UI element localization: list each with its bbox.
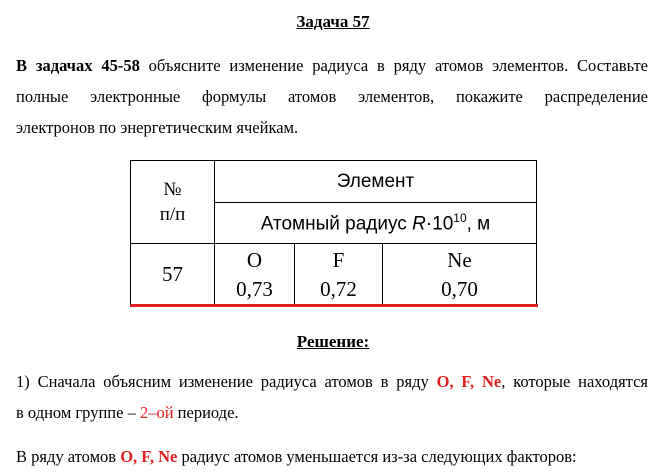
header-radius-exponent: 10 <box>453 210 467 225</box>
header-radius-multiplier: ·10 <box>425 213 454 235</box>
header-atomic-radius <box>215 203 537 244</box>
element-radius: 0,72 <box>320 276 357 301</box>
task-statement-text-1: объясните изменение радиуса в ряду атомов элементов. Составьте <box>139 56 649 75</box>
step-2-text-pre: В ряду атомов <box>16 447 121 466</box>
task-statement-line-2: полные электронные формулы атомов элементов, покажите распределение <box>16 87 648 106</box>
step-1-elements: O, F, Ne <box>436 372 502 391</box>
step-1-line-1 <box>16 366 648 397</box>
header-radius-variable: R <box>412 213 426 235</box>
step-1-line-2-pre: в одном группе – <box>16 403 140 422</box>
step-1-text-pre: 1) Сначала объясним изменение радиуса атомов в ряду <box>16 372 437 391</box>
red-underline-divider <box>130 304 538 307</box>
header-number-symbol: № <box>163 179 182 200</box>
element-cell-f <box>295 244 383 306</box>
element-symbol: O <box>246 247 263 272</box>
element-cell-o <box>215 244 295 306</box>
step-2-text-post: радиус атомов уменьшается из-за следующих факторов: <box>177 447 577 466</box>
header-number <box>131 161 215 244</box>
step-1-period: 2–ой <box>139 403 174 422</box>
element-symbol: F <box>332 247 345 272</box>
header-radius-label: Атомный радиус <box>260 213 413 235</box>
task-title: Задача 57 <box>296 12 370 31</box>
task-statement-line-1 <box>16 50 648 81</box>
task-statement <box>16 50 648 143</box>
step-1-text-mid: , которые находятся <box>501 372 649 391</box>
element-cell-ne <box>383 244 537 306</box>
solution-step-2 <box>16 441 648 472</box>
header-radius-unit: , м <box>466 213 491 235</box>
element-radius: 0,73 <box>236 276 273 301</box>
solution-title: Решение: <box>296 332 370 351</box>
element-symbol: Ne <box>447 247 472 272</box>
header-number-abbr: п/п <box>159 204 186 225</box>
header-element: Элемент <box>215 161 537 203</box>
task-statement-line-3: электронов по энергетическим ячейкам. <box>16 118 299 137</box>
task-range-bold: В задачах 45-58 <box>16 56 140 75</box>
solution-step-1 <box>16 366 648 428</box>
row-number: 57 <box>131 244 215 306</box>
step-1-line-2-post: периоде. <box>173 403 239 422</box>
element-table <box>130 160 536 306</box>
element-radius: 0,70 <box>441 276 478 301</box>
step-2-elements: O, F, Ne <box>120 447 178 466</box>
step-1-line-2 <box>16 397 648 428</box>
